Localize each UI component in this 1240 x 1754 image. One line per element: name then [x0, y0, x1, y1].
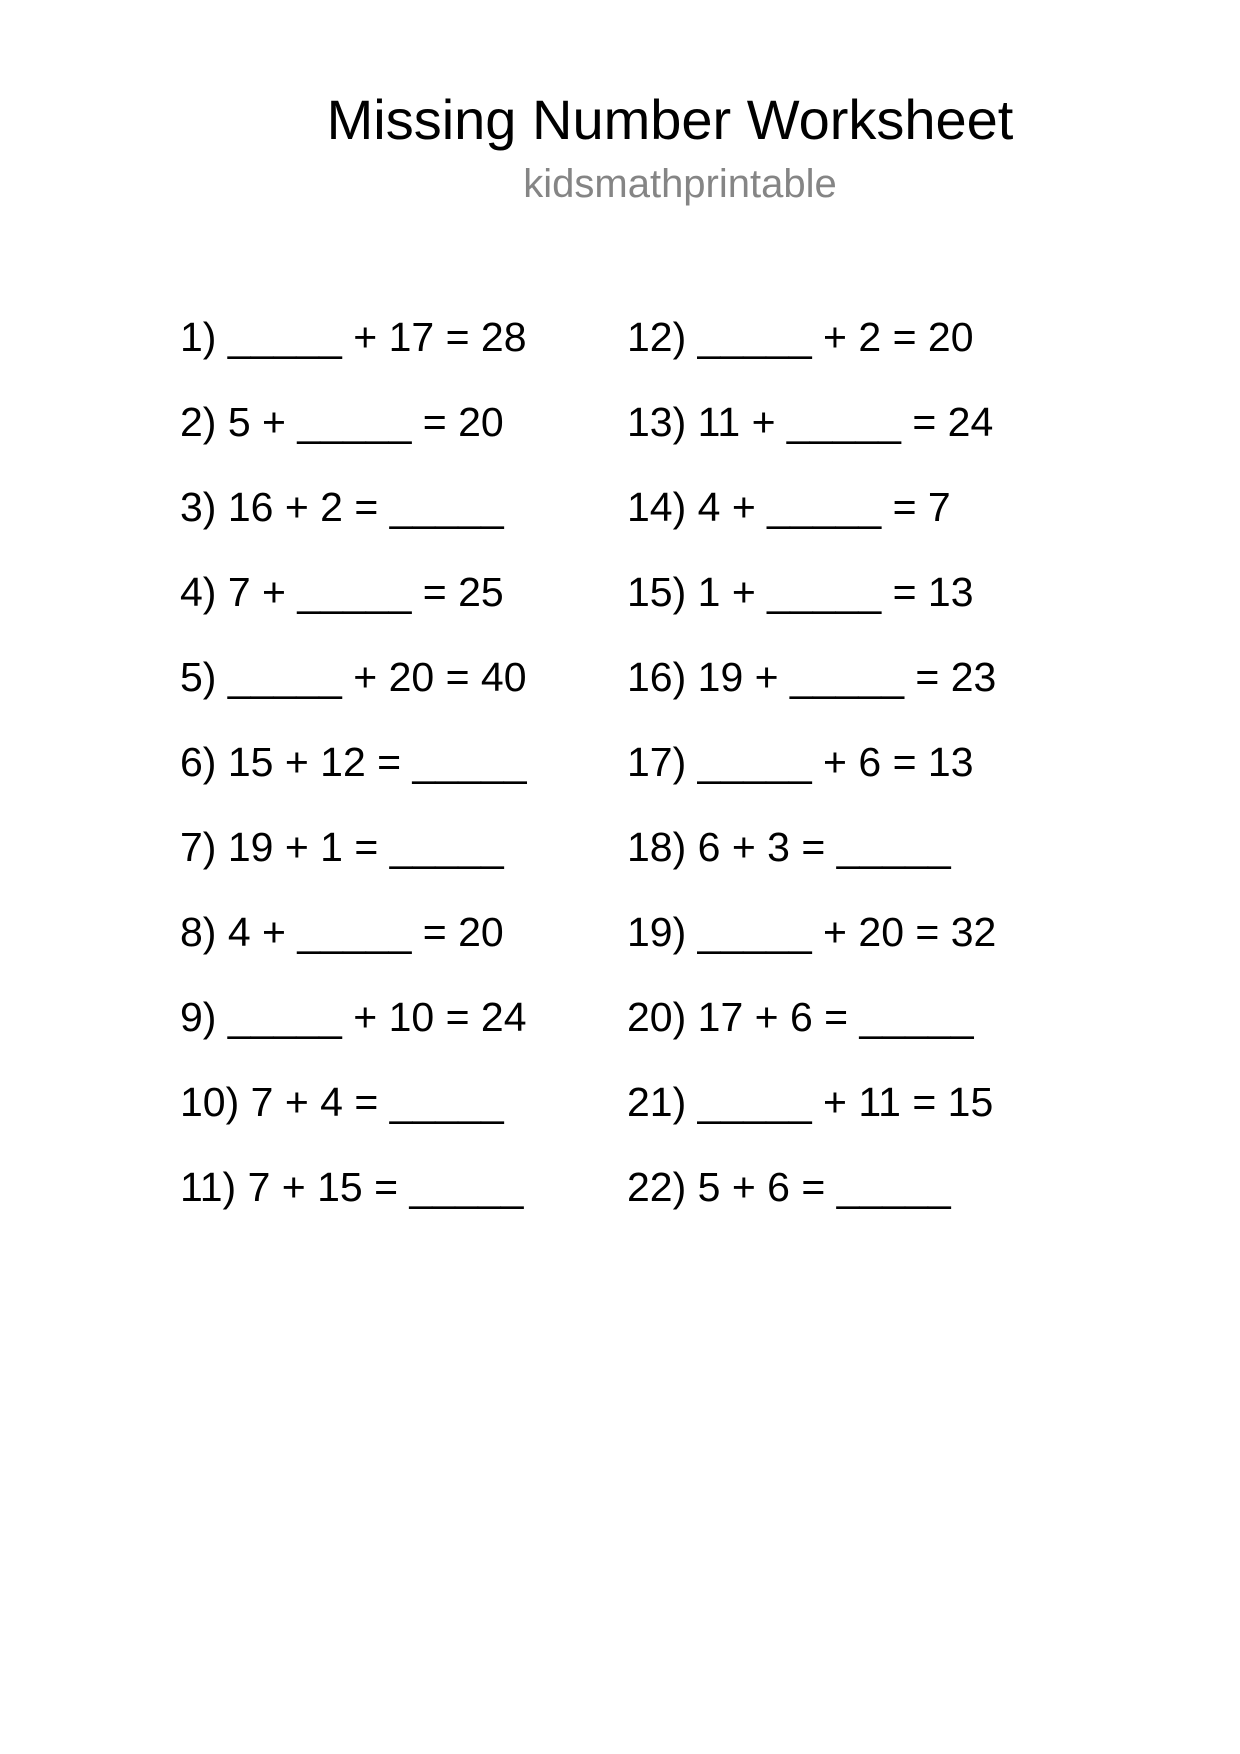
problem-18: 18) 6 + 3 = _____ [627, 824, 951, 870]
problem-13: 13) 11 + _____ = 24 [627, 399, 994, 445]
problem-2: 2) 5 + _____ = 20 [180, 399, 504, 445]
worksheet-subtitle: kidsmathprintable [523, 162, 837, 206]
problem-10: 10) 7 + 4 = _____ [180, 1079, 504, 1125]
problem-5: 5) _____ + 20 = 40 [180, 654, 527, 700]
problem-17: 17) _____ + 6 = 13 [627, 739, 974, 785]
problem-6: 6) 15 + 12 = _____ [180, 739, 527, 785]
problem-20: 20) 17 + 6 = _____ [627, 994, 974, 1040]
problem-column-left [180, 313, 527, 1248]
problem-22: 22) 5 + 6 = _____ [627, 1164, 951, 1210]
problem-8: 8) 4 + _____ = 20 [180, 909, 504, 955]
problem-19: 19) _____ + 20 = 32 [627, 909, 997, 955]
problem-9: 9) _____ + 10 = 24 [180, 994, 527, 1040]
problem-21: 21) _____ + 11 = 15 [627, 1079, 994, 1125]
problem-11: 11) 7 + 15 = _____ [180, 1164, 524, 1210]
problem-3: 3) 16 + 2 = _____ [180, 484, 504, 530]
problem-16: 16) 19 + _____ = 23 [627, 654, 997, 700]
worksheet-title: Missing Number Worksheet [326, 88, 1014, 151]
problem-12: 12) _____ + 2 = 20 [627, 314, 974, 360]
problem-4: 4) 7 + _____ = 25 [180, 569, 504, 615]
problem-14: 14) 4 + _____ = 7 [627, 484, 951, 530]
problem-7: 7) 19 + 1 = _____ [180, 824, 504, 870]
problem-1: 1) _____ + 17 = 28 [180, 314, 527, 360]
problem-15: 15) 1 + _____ = 13 [627, 569, 974, 615]
problem-column-right [627, 313, 996, 1248]
